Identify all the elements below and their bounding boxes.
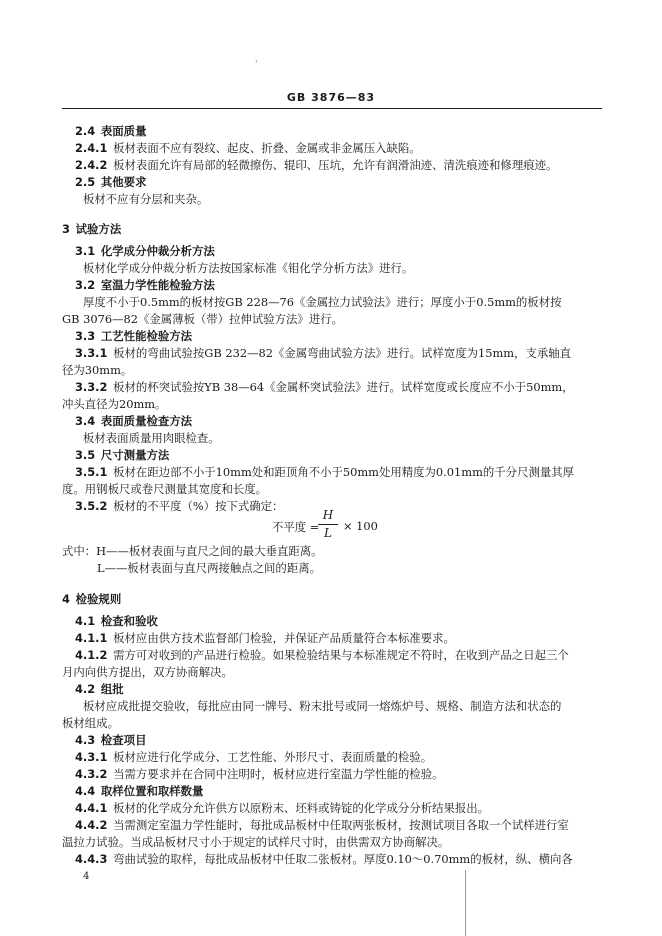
text-line: [62, 312, 343, 326]
text-line: [62, 482, 267, 496]
clause-text: 温拉力试验。当成品板材尺寸小于规定的试样尺寸时，由供需双方协商解决。: [62, 835, 450, 849]
clause-text: 检查项目: [100, 733, 147, 747]
clause-text: 板材在距边部不小于10mm处和距顶角不小于50mm处用精度为0.01mm的千分尺测量其厚: [113, 465, 575, 479]
clause-number: 3.3.1: [75, 346, 108, 360]
scan-mark: ': [255, 60, 258, 70]
clause-text: 化学成分仲裁分析方法: [100, 244, 215, 258]
text-line: [62, 716, 119, 730]
formula-denominator: L: [324, 526, 332, 540]
clause-text: 板材表面质量用肉眼检查。: [83, 431, 220, 445]
text-line: [75, 346, 571, 360]
clause-text: 月内向供方提出，双方协商解决。: [62, 665, 233, 679]
text-line: [83, 261, 413, 275]
clause-text: 表面质量检查方法: [100, 414, 193, 428]
page-number: 4: [83, 871, 90, 882]
clause-text: L——板材表面与直尺两接触点之间的距离。: [97, 561, 321, 575]
clause-number: 4.1.2: [75, 648, 108, 662]
clause-text: 当需测定室温力学性能时，每批成品板材中任取两张板材，按测试项目各取一个试样进行室: [113, 818, 569, 832]
clause-text: 板材表面允许有局部的轻微擦伤、辊印、压坑，允许有润滑油迹、清洗痕迹和修理痕迹。: [113, 158, 558, 172]
clause-number: 4.4: [75, 784, 96, 798]
clause-text: GB 3076—82《金属薄板（带）拉伸试验方法》进行。: [62, 312, 343, 326]
text-line: [62, 363, 132, 377]
text-line: [75, 175, 146, 189]
clause-text: 板材的化学成分允许供方以原粉末、坯料或铸锭的化学成分分析结果报出。: [113, 801, 490, 815]
clause-text: 尺寸测量方法: [100, 448, 170, 462]
text-line: [83, 431, 220, 445]
text-line: [75, 278, 215, 292]
text-line: [62, 222, 121, 236]
clause-number: 4.3.2: [75, 767, 108, 781]
text-line: [83, 699, 561, 713]
text-line: [62, 835, 449, 849]
fraction-bar: [318, 524, 338, 525]
clause-text: 板材表面不应有裂纹、起皮、折叠、金属或非金属压入缺陷。: [113, 141, 421, 155]
clause-text: 其他要求: [100, 175, 147, 189]
clause-number: 2.4: [75, 124, 96, 138]
clause-number: 4.4.2: [75, 818, 108, 832]
clause-number: 2.4.2: [75, 158, 108, 172]
text-line: [62, 592, 121, 606]
clause-text: 需方可对收到的产品进行检验。如果检验结果与本标准规定不符时，在收到产品之日起三个: [113, 648, 569, 662]
text-line: [75, 141, 421, 155]
clause-number: 4: [62, 592, 70, 606]
clause-text: 厚度不小于0.5mm的板材按GB 228—76《金属拉力试验法》进行；厚度小于0.5mm的板材按: [83, 295, 562, 309]
clause-number: 4.3.1: [75, 750, 108, 764]
text-line: [75, 244, 215, 258]
text-line: [75, 380, 574, 394]
formula-lhs: 不平度 =: [272, 520, 320, 534]
clause-text: 检查和验收: [100, 614, 158, 628]
clause-text: 检验规则: [75, 592, 122, 606]
clause-text: 板材组成。: [62, 716, 119, 730]
clause-number: 2.5: [75, 175, 96, 189]
text-line: [97, 561, 321, 575]
text-line: [75, 329, 192, 343]
text-line: [75, 733, 146, 747]
header-rule: [62, 108, 602, 109]
clause-number: 3.3: [75, 329, 96, 343]
text-line: [75, 158, 557, 172]
text-line: [75, 499, 283, 513]
clause-number: 3.1: [75, 244, 96, 258]
clause-text: 工艺性能检验方法: [100, 329, 193, 343]
clause-number: 4.2: [75, 682, 96, 696]
clause-number: 4.4.1: [75, 801, 108, 815]
formula-rhs: × 100: [343, 519, 378, 533]
text-line: [83, 192, 208, 206]
clause-number: 3.3.2: [75, 380, 108, 394]
text-line: [75, 852, 573, 866]
text-line: [75, 648, 569, 662]
clause-text: 板材应由供方技术监督部门检验，并保证产品质量符合本标准要求。: [113, 631, 455, 645]
clause-text: 板材化学成分仲裁分析方法按国家标准《钼化学分析方法》进行。: [83, 261, 414, 275]
clause-text: 度。用钢板尺或卷尺测量其宽度和长度。: [62, 482, 268, 496]
clause-text: 板材应进行化学成分、工艺性能、外形尺寸、表面质量的检验。: [113, 750, 433, 764]
clause-number: 3: [62, 222, 70, 236]
clause-text: 室温力学性能检验方法: [100, 278, 215, 292]
clause-number: 4.3: [75, 733, 96, 747]
text-line: [83, 295, 561, 309]
clause-number: 4.1.1: [75, 631, 108, 645]
clause-text: 板材的不平度（%）按下式确定：: [113, 499, 284, 513]
clause-number: 4.1: [75, 614, 96, 628]
clause-number: 3.5: [75, 448, 96, 462]
clause-number: 3.2: [75, 278, 96, 292]
gutter-line: [465, 870, 466, 936]
clause-text: 弯曲试验的取样，每批成品板材中任取二张板材。厚度0.10～0.70mm的板材，纵、横向各: [113, 852, 573, 866]
text-line: [75, 682, 124, 696]
text-line: [75, 801, 489, 815]
text-line: [75, 448, 169, 462]
clause-text: 板材的杯突试验按YB 38—64《金属杯突试验法》进行。试样宽度或长度应不小于50mm，: [113, 380, 574, 394]
text-line: [62, 665, 233, 679]
text-line: [75, 124, 146, 138]
standard-header: GB 3876—83: [286, 91, 376, 104]
clause-text: 冲头直径为20mm。: [62, 397, 167, 411]
clause-text: 板材不应有分层和夹杂。: [83, 192, 209, 206]
text-line: [75, 750, 432, 764]
clause-text: 组批: [100, 682, 124, 696]
clause-text: 板材应成批提交验收，每批应由同一牌号、粉末批号或同一熔炼炉号、规格、制造方法和状态的: [83, 699, 562, 713]
text-line: [62, 397, 166, 411]
clause-number: 2.4.1: [75, 141, 108, 155]
clause-number: 3.5.2: [75, 499, 108, 513]
clause-number: 3.4: [75, 414, 96, 428]
text-line: [75, 465, 574, 479]
clause-text: 当需方要求并在合同中注明时，板材应进行室温力学性能的检验。: [113, 767, 444, 781]
clause-text: 试验方法: [75, 222, 122, 236]
text-line: [75, 631, 455, 645]
clause-text: 式中：H——板材表面与直尺之间的最大垂直距离。: [62, 544, 323, 558]
clause-text: 取样位置和取样数量: [100, 784, 204, 798]
clause-text: 表面质量: [100, 124, 147, 138]
text-line: [75, 784, 203, 798]
text-line: [75, 414, 192, 428]
clause-number: 4.4.3: [75, 852, 108, 866]
clause-text: 径为30mm。: [62, 363, 133, 377]
clause-number: 3.5.1: [75, 465, 108, 479]
formula-numerator: H: [322, 508, 334, 522]
text-line: [75, 767, 443, 781]
clause-text: 板材的弯曲试验按GB 232—82《金属弯曲试验方法》进行。试样宽度为15mm，支承轴直: [113, 346, 572, 360]
text-line: [75, 614, 158, 628]
text-line: [62, 544, 323, 558]
text-line: [75, 818, 569, 832]
